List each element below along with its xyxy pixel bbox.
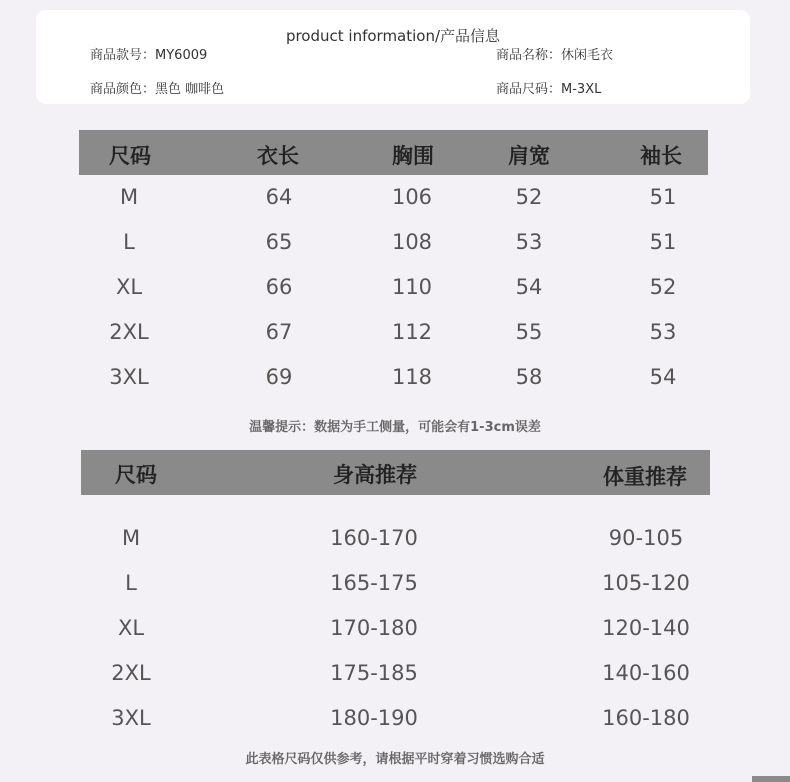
table-cell: 105-120 [602, 571, 690, 595]
fit-table-header-cell: 尺码 [115, 463, 157, 487]
table-cell: 65 [265, 230, 293, 254]
table-cell: 118 [391, 365, 433, 389]
table-cell: 51 [649, 230, 677, 254]
info-item-style-number [90, 44, 207, 63]
product-info-title: product information/产品信息 [285, 27, 501, 45]
table-cell: 165-175 [330, 571, 418, 595]
info-value: 黑色 咖啡色 [155, 82, 225, 97]
info-label: 商品颜色： [90, 82, 156, 97]
table-cell: 160-180 [602, 706, 690, 730]
table-cell: 120-140 [602, 616, 690, 640]
fit-table-header [81, 450, 710, 495]
fit-table-header-cell: 体重推荐 [603, 465, 687, 489]
table-cell: 3XL [111, 706, 151, 730]
info-item-color [90, 78, 224, 97]
fit-table-header-cell: 身高推荐 [333, 463, 417, 487]
table-cell: L [123, 230, 135, 254]
table-cell: 66 [265, 275, 293, 299]
table-cell: L [125, 571, 137, 595]
table-cell: 55 [515, 320, 543, 344]
size-table-header-cell: 肩宽 [508, 144, 550, 168]
size-table-header-cell: 袖长 [640, 144, 682, 168]
table-cell: 53 [515, 230, 543, 254]
table-cell: 54 [649, 365, 677, 389]
table-cell: 3XL [109, 365, 149, 389]
measurement-note: 温馨提示：数据为手工侧量，可能会有1-3cm误差 [249, 420, 541, 435]
table-cell: M [119, 185, 139, 209]
table-cell: XL [117, 616, 145, 640]
table-cell: 90-105 [608, 526, 684, 550]
table-cell: 2XL [109, 320, 149, 344]
info-value: 休闲毛衣 [561, 48, 614, 63]
table-cell: 112 [391, 320, 433, 344]
size-table-header-cell: 衣长 [257, 144, 299, 168]
table-cell: 69 [265, 365, 293, 389]
corner-decoration [752, 776, 790, 782]
info-value: M-3XL [561, 82, 602, 97]
info-value: MY6009 [155, 48, 208, 63]
table-cell: 160-170 [330, 526, 418, 550]
table-cell: 53 [649, 320, 677, 344]
info-label: 商品款号： [90, 48, 156, 63]
table-cell: 67 [265, 320, 293, 344]
table-cell: 108 [391, 230, 433, 254]
table-cell: 64 [265, 185, 293, 209]
info-label: 商品名称： [496, 48, 562, 63]
table-cell: 52 [649, 275, 677, 299]
table-cell: M [121, 526, 141, 550]
table-cell: 58 [515, 365, 543, 389]
size-table-header-cell: 尺码 [109, 144, 151, 168]
table-cell: 110 [391, 275, 433, 299]
info-item-product-name [496, 44, 613, 63]
table-cell: 52 [515, 185, 543, 209]
table-cell: XL [115, 275, 143, 299]
table-cell: 140-160 [602, 661, 690, 685]
table-cell: 175-185 [330, 661, 418, 685]
table-cell: 180-190 [330, 706, 418, 730]
table-cell: 54 [515, 275, 543, 299]
size-table-header-cell: 胸围 [392, 144, 434, 168]
table-cell: 106 [391, 185, 433, 209]
size-table-header [79, 130, 708, 175]
fit-note: 此表格尺码仅供参考，请根据平时穿着习惯选购合适 [245, 752, 545, 767]
product-info-card [36, 10, 750, 104]
table-cell: 51 [649, 185, 677, 209]
info-item-size-range [496, 78, 601, 97]
info-label: 商品尺码： [496, 82, 562, 97]
table-cell: 170-180 [330, 616, 418, 640]
table-cell: 2XL [111, 661, 151, 685]
